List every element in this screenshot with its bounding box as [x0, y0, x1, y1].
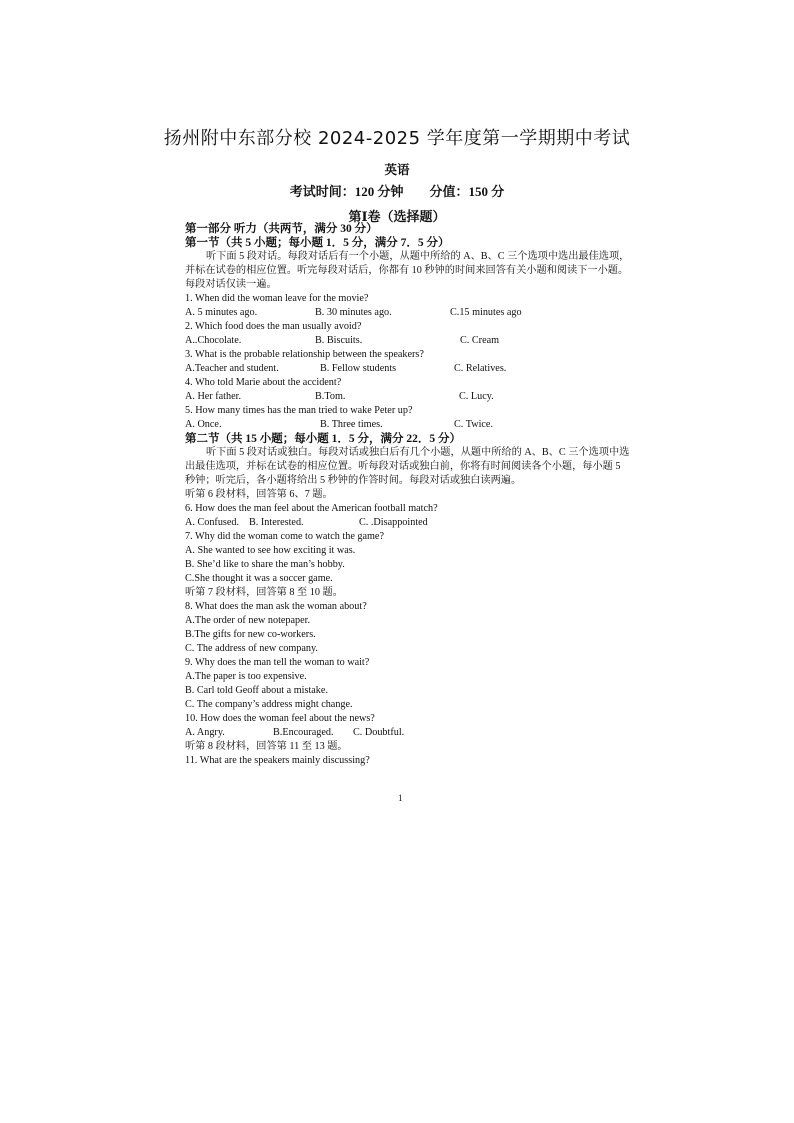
option-c: C. Doubtful.: [353, 727, 405, 738]
option-b: B. Biscuits.: [315, 335, 363, 346]
option-b: B. She’d like to share the man’s hobby.: [185, 559, 345, 570]
option-b: B. 30 minutes ago.: [315, 307, 392, 318]
option-a: A.The paper is too expensive.: [185, 671, 307, 682]
question-4-options: [185, 390, 631, 404]
part1-heading: 第一部分 听力（共两节，满分 30 分）: [185, 223, 378, 235]
option-c: C. Twice.: [454, 419, 493, 430]
question-7: 7. Why did the woman come to watch the game?: [185, 531, 384, 542]
option-b: B.The gifts for new co-workers.: [185, 629, 316, 640]
option-b: B. Three times.: [320, 419, 383, 430]
question-1-options: [185, 306, 631, 320]
question-10-options: [185, 726, 631, 740]
material-8: 听第 8 段材料，回答第 11 至 13 题。: [185, 741, 348, 752]
question-11: 11. What are the speakers mainly discussing?: [185, 755, 370, 766]
page-number: 1: [398, 793, 403, 803]
option-b: B.Tom.: [315, 391, 346, 402]
exam-title: 扬州附中东部分校 2024-2025 学年度第一学期期中考试: [163, 128, 631, 149]
option-c: C.She thought it was a soccer game.: [185, 573, 333, 584]
option-c: C. .Disappointed: [359, 517, 428, 528]
option-b: B. Fellow students: [320, 363, 397, 374]
section2-heading: 第二节（共 15 小题；每小题 1．5 分，满分 22．5 分）: [185, 433, 461, 445]
question-4: 4. Who told Marie about the accident?: [185, 377, 342, 388]
option-a: A..Chocolate.: [185, 335, 242, 346]
option-b: B. Interested.: [249, 517, 304, 528]
subject-label: 英语: [384, 162, 410, 177]
material-7: 听第 7 段材料，回答第 8 至 10 题。: [185, 587, 343, 598]
question-5-options: [185, 418, 631, 432]
question-6: 6. How does the man feel about the American football match?: [185, 503, 438, 514]
question-1: 1. When did the woman leave for the movie?: [185, 293, 369, 304]
option-a: A.The order of new notepaper.: [185, 615, 311, 626]
volume-heading: 第Ⅰ卷（选择题）: [348, 209, 446, 224]
exam-meta: [0, 181, 794, 200]
option-c: C. The company’s address might change.: [185, 699, 353, 710]
question-2-options: [185, 334, 631, 348]
option-c: C.15 minutes ago: [450, 307, 522, 318]
question-5: 5. How many times has the man tried to wake Peter up?: [185, 405, 413, 416]
option-a: A.Teacher and student.: [185, 363, 279, 374]
option-c: C. Lucy.: [459, 391, 494, 402]
section2-instructions: 听下面 5 段对话或独白。每段对话或独白后有几个小题，从题中所给的 A、B、C 三个选项中选出最佳选项，并标在试卷的相应位置。听每段对话或独白前，你将有时间阅读各个小题，每小题 5 秒钟；听完后，各小题将给出 5 秒钟的作答时间。每段对话或独白读两遍。: [185, 447, 630, 486]
option-c: C. Relatives.: [454, 363, 507, 374]
question-10: 10. How does the woman feel about the news?: [185, 713, 375, 724]
exam-score: 分值：150 分: [429, 184, 505, 199]
question-9: 9. Why does the man tell the woman to wait?: [185, 657, 370, 668]
option-b: B. Carl told Geoff about a mistake.: [185, 685, 328, 696]
question-6-options: [185, 516, 631, 530]
option-a: A. She wanted to see how exciting it was.: [185, 545, 356, 556]
exam-time: 考试时间：120 分钟: [289, 184, 404, 199]
question-3-options: [185, 362, 631, 376]
option-b: B.Encouraged.: [273, 727, 334, 738]
section1-instructions: 听下面 5 段对话。每段对话后有一个小题，从题中所给的 A、B、C 三个选项中选出最佳选项，并标在试卷的相应位置。听完每段对话后，你都有 10 秒钟的时间来回答有关小题和阅读下一小题。每段对话仅读一遍。: [185, 251, 630, 290]
question-2: 2. Which food does the man usually avoid?: [185, 321, 362, 332]
option-c: C. The address of new company.: [185, 643, 318, 654]
option-a: A. Her father.: [185, 391, 242, 402]
material-6: 听第 6 段材料，回答第 6、7 题。: [185, 489, 333, 500]
option-a: A. Once.: [185, 419, 222, 430]
section1-heading: 第一节（共 5 小题；每小题 1．5 分，满分 7．5 分）: [185, 237, 450, 249]
exam-body: [185, 222, 631, 768]
question-3: 3. What is the probable relationship between the speakers?: [185, 349, 424, 360]
question-8: 8. What does the man ask the woman about?: [185, 601, 367, 612]
option-c: C. Cream: [460, 335, 500, 346]
option-a: A. Angry.: [185, 727, 225, 738]
option-a: A. Confused.: [185, 517, 240, 528]
option-a: A. 5 minutes ago.: [185, 307, 258, 318]
